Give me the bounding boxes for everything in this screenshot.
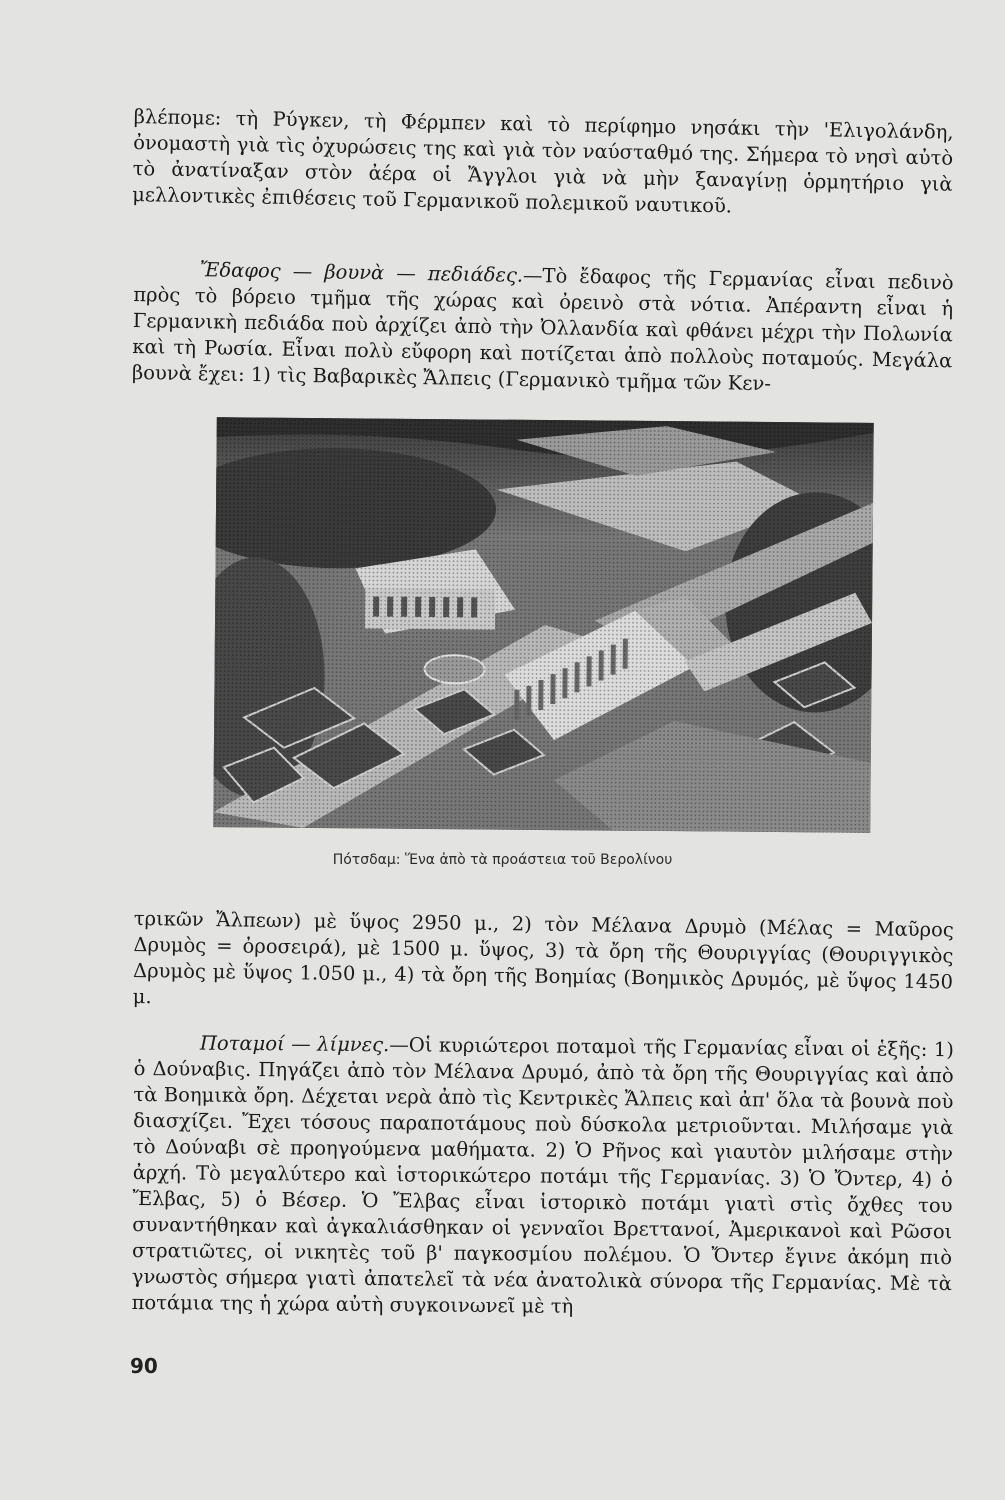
section-heading-rivers: Ποταμοί — λίμνες. <box>199 1031 390 1057</box>
section-heading-terrain: Ἔδαφος — βουνὰ — πεδιάδες. <box>199 258 524 287</box>
paragraph-mountains: τρικῶν Ἄλπεων) μὲ ὕψος 2950 μ., 2) τὸν Μέλανα Δρυμὸ (Μέλας = Μαῦρος Δρυμὸς = ὀροσειρά), μὲ 1500 μ. ὕψος, 3) τὰ ὄρη τῆς Θουριγγίας (Θουριγγικὸς Δρυμὸς μὲ ὕψος 1.050 μ., 4) τὰ ὄρη τῆς Βοημίας (Βοημικὸς Δρυμός, μὲ ὕψος 1450 μ. <box>132 906 954 1009</box>
paragraph-terrain-body: —Τὸ ἔδαφος τῆς Γερμανίας εἶναι πεδινὸ πρὸς τὸ βόρειο τμῆμα τῆς χώρας καὶ ὀρεινὸ στὰ νότια. Ἀπέραντη εἶναι ἡ Γερμανικὴ πεδιάδα ποὺ ἀρχίζει ἀπὸ τὴν Ὀλλανδία καὶ φθάνει μέχρι τὴν Πολωνία καὶ τὴ Ρωσία. Εἶναι πολὺ εὔφορη καὶ ποτίζεται ἀπὸ πολλοὺς ποταμούς. Μεγάλα βουνὰ ἔχει: 1) τὶς Βαβαρικὲς Ἄλπεις (Γερμανικὸ τμῆμα τῶν Κεν- <box>131 263 954 396</box>
page-number: 90 <box>130 1354 158 1378</box>
paragraph-indent <box>134 275 200 276</box>
paragraph-intro: βλέπομε: τὴ Ρύγκεν, τὴ Φέρμπεν καὶ τὸ περίφημο νησάκι τὴν 'Ελιγολάνδη, ὀνομαστὴ γιὰ τὶς ὀχυρώσεις της καὶ γιὰ τὸν ναύσταθμό της. Σήμερα τὸ νησὶ αὐτὸ τὸ ἀνατίναξαν στὸν ἀέρα οἱ Ἄγγλοι γιὰ νὰ μὴν ξαναγίνῃ ὁρμητήριο γιὰ μελλοντικὲς ἐπιθέσεις τοῦ Γερμανικοῦ πολεμικοῦ ναυτικοῦ. <box>132 104 954 218</box>
paragraph-terrain <box>132 256 954 400</box>
potsdam-photo <box>213 417 874 833</box>
paragraph-rivers <box>132 1030 954 1323</box>
paragraph-rivers-body: —Οἱ κυριώτεροι ποταμοὶ τῆς Γερμανίας εἶναι οἱ ἑξῆς: 1) ὁ Δούναβις. Πηγάζει ἀπὸ τὸν Μέλανα Δρυμό, ἀπὸ τὰ ὄρη τῆς Θουριγγίας καὶ ἀπὸ τὰ Βοημικὰ ὄρη. Δέχεται νερὰ ἀπὸ τὶς Κεντρικὲς Ἄλπεις καὶ ἀπ' ὅλα τὰ βουνὰ ποὺ διασχίζει. Ἔχει τόσους παραποτάμους ποὺ δύσκολα μετριοῦνται. Μιλήσαμε γιὰ τὸ Δούναβι σὲ προηγούμενα μαθήματα. 2) Ὁ Ρῆνος καὶ γιαυτὸν μιλήσαμε στὴν ἀρχή. Τὸ μεγαλύτερο καὶ ἱστορικώτερο ποτάμι τῆς Γερμανίας. 3) Ὁ Ὄντερ, 4) ὁ Ἔλβας, 5) ὁ Βέσερ. Ὁ Ἔλβας εἶναι ἱστορικὸ ποτάμι γιατὶ στὶς ὄχθες του συναντήθηκαν καὶ ἀγκαλιάσθηκαν οἱ γενναῖοι Βρεττανοί, Ἀμερικανοὶ καὶ Ρῶσοι στρατιῶτες, οἱ νικητὲς τοῦ β' παγκοσμίου πολέμου. Ὁ Ὄντερ ἔγινε ἀκόμη πιὸ γνωστὸς σήμερα γιατὶ ἀπατελεῖ τὰ νέα ἀνατολικὰ σύνορα τῆς Γερμανίας. Μὲ τὰ ποτάμια της ἡ χώρα αὐτὴ συγκοινωνεῖ μὲ τὴ <box>131 1033 954 1318</box>
photo-caption: Πότσδαμ: Ἕνα ἀπὸ τὰ προάστεια τοῦ Βερολίνου <box>332 852 673 868</box>
paragraph-indent <box>134 1049 200 1050</box>
